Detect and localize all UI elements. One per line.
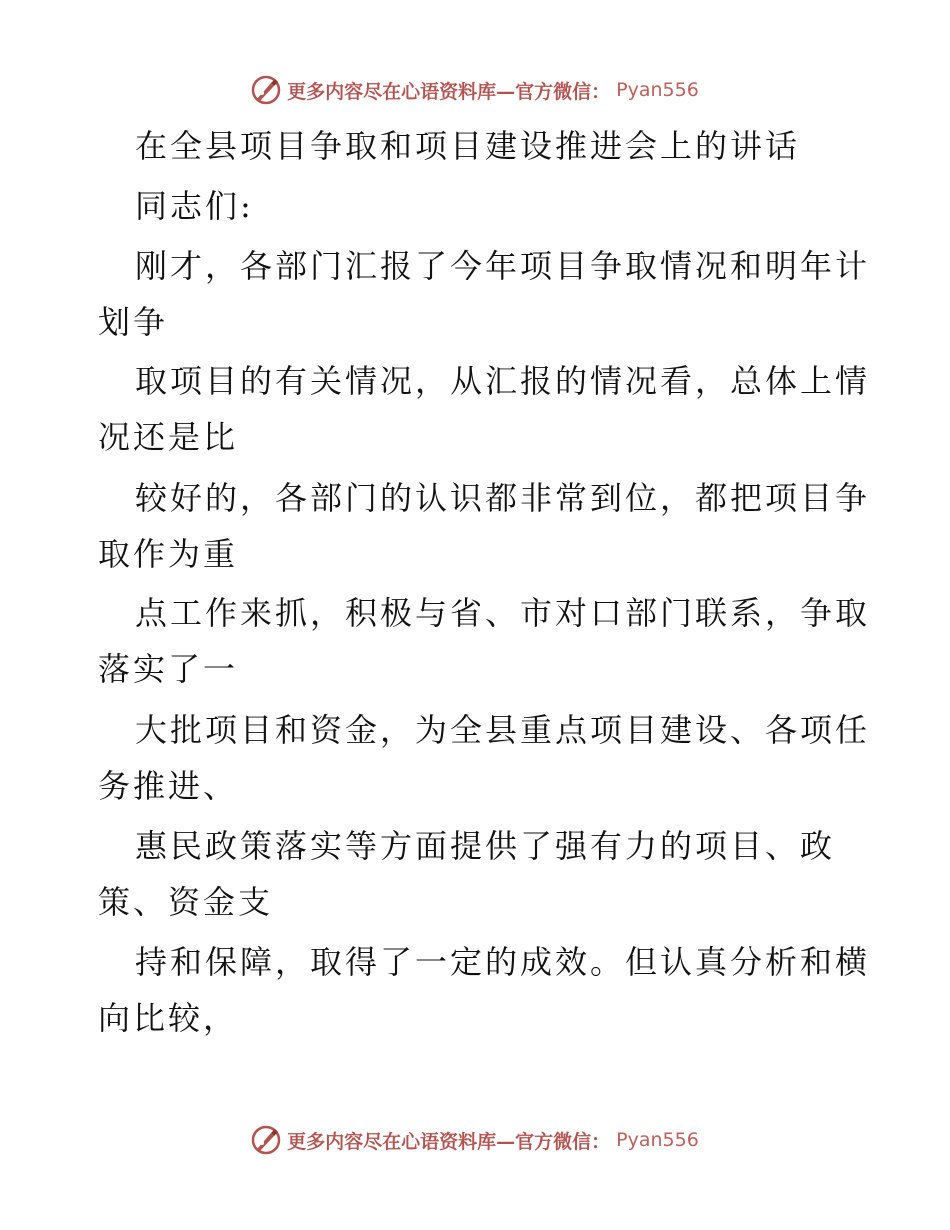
pen-logo-icon — [251, 75, 281, 105]
footer-banner — [0, 1122, 950, 1158]
paragraph-line: 点工作来抓，积极与省、市对口部门联系，争取 — [135, 594, 871, 632]
footer-banner-text: 更多内容尽在心语资料库—官方微信： — [287, 1130, 611, 1153]
paragraph-line: 划争 — [98, 303, 169, 341]
paragraph-line: 策、资金支 — [98, 883, 274, 921]
paragraph-line: 大批项目和资金，为全县重点项目建设、各项任 — [135, 711, 871, 749]
paragraph-line: 取项目的有关情况，从汇报的情况看，总体上情 — [135, 362, 871, 400]
paragraph-line: 落实了一 — [98, 650, 239, 688]
salutation: 同志们: — [135, 187, 254, 225]
paragraph-line: 较好的，各部门的认识都非常到位，都把项目争 — [135, 479, 871, 517]
paragraph-line: 况还是比 — [98, 418, 239, 456]
paragraph-line: 取作为重 — [98, 535, 239, 573]
paragraph-line: 刚才，各部门汇报了今年项目争取情况和明年计 — [135, 247, 871, 285]
header-wechat-id: Pyan556 — [616, 79, 699, 101]
footer-wechat-id: Pyan556 — [616, 1129, 699, 1151]
paragraph-line: 持和保障，取得了一定的成效。但认真分析和横 — [135, 943, 871, 981]
paragraph-line: 务推进、 — [98, 767, 239, 805]
pen-logo-icon — [251, 1125, 281, 1155]
header-banner-text: 更多内容尽在心语资料库—官方微信： — [287, 80, 611, 103]
paragraph-line: 向比较， — [98, 999, 239, 1037]
paragraph-line: 惠民政策落实等方面提供了强有力的项目、政 — [135, 827, 836, 865]
header-banner — [0, 72, 950, 108]
document-title: 在全县项目争取和项目建设推进会上的讲话 — [135, 127, 801, 165]
